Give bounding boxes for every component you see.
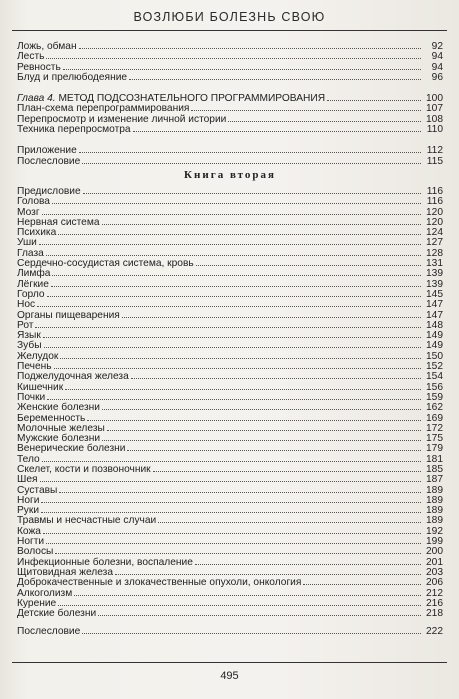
leader-dots [58, 597, 421, 606]
entry-page: 201 [426, 556, 443, 568]
toc-entry [17, 391, 443, 401]
leader-dots [47, 288, 421, 297]
entry-label: Шея [17, 474, 38, 486]
entry-label: Предисловие [17, 185, 81, 197]
entry-label: Психика [17, 227, 57, 239]
leader-dots [42, 453, 421, 462]
entry-page: 110 [426, 124, 443, 136]
chapter-page: 100 [426, 93, 443, 105]
leader-dots [47, 391, 421, 400]
entry-page: 116 [426, 196, 443, 208]
entry-label: Лёгкие [17, 278, 49, 290]
toc-entry [17, 40, 443, 50]
entry-page: 139 [426, 278, 443, 290]
table-of-contents [17, 40, 443, 636]
entry-label: Лесть [17, 51, 45, 63]
entry-label: Голова [17, 196, 50, 208]
entry-page: 120 [426, 206, 443, 218]
leader-dots [65, 381, 421, 390]
toc-entry [17, 247, 443, 257]
toc-entry [17, 309, 443, 319]
leader-dots [43, 329, 421, 338]
header-rule [12, 30, 447, 31]
entry-label: Техника перепросмотра [17, 124, 131, 136]
leader-dots [60, 350, 421, 359]
leader-dots [39, 236, 421, 245]
toc-entry [17, 288, 443, 298]
running-header: ВОЗЛЮБИ БОЛЕЗНЬ СВОЮ [133, 10, 326, 24]
entry-page: 154 [426, 371, 443, 383]
entry-page: 199 [426, 536, 443, 548]
entry-page: 189 [426, 515, 443, 527]
entry-label: Кишечник [17, 381, 64, 393]
toc-entry [17, 113, 443, 123]
entry-label: Язык [17, 330, 41, 342]
leader-dots [87, 412, 421, 421]
leader-dots [102, 216, 421, 225]
toc-entry [17, 576, 443, 589]
leader-dots [40, 473, 421, 482]
entry-label: Кожа [17, 525, 41, 537]
entry-label: Нос [17, 299, 36, 311]
entry-label: Скелет, кости и позвоночник [17, 463, 151, 475]
leader-dots [303, 576, 421, 585]
toc-entry [17, 370, 443, 383]
entry-label: Ногти [17, 536, 45, 548]
leader-dots [82, 155, 421, 164]
entry-label: Венерические болезни [17, 443, 126, 455]
leader-dots [52, 267, 421, 276]
entry-page: 192 [426, 525, 443, 537]
leader-dots [327, 92, 421, 101]
toc-entry [17, 587, 443, 597]
leader-dots [79, 144, 421, 153]
toc-entry [17, 329, 443, 342]
entry-page: 206 [426, 577, 443, 589]
entry-label: Перепросмотр и изменение личной истории [17, 113, 227, 125]
entry-page: 115 [426, 155, 443, 167]
toc-entry [17, 350, 443, 360]
entry-label: Тело [17, 453, 40, 465]
leader-dots [107, 422, 421, 431]
entry-page: 94 [431, 51, 443, 63]
leader-dots [63, 61, 421, 70]
chapter-4-heading [17, 92, 443, 105]
entry-label: Желудок [17, 350, 59, 362]
leader-dots [35, 319, 421, 328]
toc-entry-afterword [17, 625, 443, 638]
entry-page: 185 [426, 463, 443, 475]
leader-dots [228, 113, 421, 122]
toc-entry [17, 401, 443, 414]
entry-label: Ноги [17, 494, 40, 506]
entry-page: 152 [426, 361, 443, 373]
entry-label: Ревность [17, 61, 61, 73]
toc-entry [17, 422, 443, 432]
leader-dots [46, 247, 421, 256]
toc-entry [17, 216, 443, 226]
entry-page: 189 [426, 484, 443, 496]
leader-dots [122, 309, 421, 318]
toc-entry [17, 144, 443, 157]
entry-page: 124 [426, 227, 443, 239]
leader-dots [46, 535, 421, 544]
entry-page: 149 [426, 340, 443, 352]
leader-dots [133, 123, 421, 132]
entry-label: Беременность [17, 412, 86, 424]
entry-page: 108 [426, 113, 443, 125]
book-two-items [17, 185, 443, 620]
chapter-4-items [17, 102, 443, 136]
toc-entry [17, 71, 443, 81]
book-two-title: Книга вторая [184, 168, 276, 181]
leader-dots [41, 494, 421, 503]
toc-entry [17, 504, 443, 517]
toc-entry [17, 607, 443, 620]
entry-label: Лимфа [17, 268, 51, 280]
entry-label: Почки [17, 391, 46, 403]
entry-label: Детские болезни [17, 608, 97, 620]
entry-label: Молочные железы [17, 422, 105, 434]
entry-label: Нервная система [17, 216, 100, 228]
toc-entry [17, 123, 443, 136]
toc-entry [17, 195, 443, 208]
leader-dots [79, 40, 421, 49]
leader-dots [98, 607, 421, 616]
leader-dots [44, 339, 421, 348]
entry-page: 169 [426, 412, 443, 424]
toc-entry [17, 319, 443, 329]
entry-page: 147 [426, 299, 443, 311]
toc-entry [17, 597, 443, 607]
leader-dots [115, 566, 421, 575]
entry-label: Зубы [17, 340, 42, 352]
toc-entry [17, 432, 443, 445]
entry-page: 147 [426, 309, 443, 321]
entry-page: 187 [426, 474, 443, 486]
toc-entry [17, 556, 443, 566]
toc-entry [17, 185, 443, 195]
toc-entry [17, 102, 443, 115]
entry-label: Женские болезни [17, 402, 100, 414]
toc-entry [17, 61, 443, 71]
toc-entry [17, 381, 443, 391]
toc-entry [17, 155, 443, 165]
toc-entry [17, 236, 443, 249]
page-number: 495 [220, 670, 239, 682]
toc-entry [17, 473, 443, 486]
leader-dots [54, 360, 421, 369]
leader-dots [191, 102, 421, 111]
entry-label: Послесловие [17, 155, 81, 167]
toc-entry [17, 463, 443, 473]
toc-entry [17, 453, 443, 463]
toc-entry [17, 514, 443, 527]
entry-label: Волосы [17, 546, 54, 558]
entry-label: Уши [17, 237, 37, 249]
entry-page: 200 [426, 546, 443, 558]
chapter-title: МЕТОД ПОДСОЗНАТЕЛЬНОГО ПРОГРАММИРОВАНИЯ [58, 93, 326, 105]
entry-label: Руки [17, 505, 40, 517]
toc-entry [17, 360, 443, 373]
leader-dots [74, 587, 421, 596]
entry-page: 222 [426, 626, 443, 638]
toc-entry [17, 494, 443, 504]
leader-dots [58, 226, 421, 235]
entry-label: Мужские болезни [17, 433, 101, 445]
leader-dots [51, 278, 421, 287]
toc-entry [17, 442, 443, 455]
toc-entry [17, 339, 443, 352]
entry-page: 212 [426, 587, 443, 599]
leader-dots [42, 206, 421, 215]
leader-dots [52, 195, 421, 204]
entry-label: План-схема перепрограммирования [17, 103, 190, 115]
entry-page: 149 [426, 330, 443, 342]
entry-label: Приложение [17, 145, 77, 157]
entry-page: 112 [426, 145, 443, 157]
toc-entry [17, 298, 443, 311]
toc-entry [17, 484, 443, 494]
entry-page: 189 [426, 494, 443, 506]
entry-page: 120 [426, 216, 443, 228]
entry-label: Органы пищеварения [17, 309, 120, 321]
entry-page: 150 [426, 350, 443, 362]
entry-page: 189 [426, 505, 443, 517]
toc-entry [17, 226, 443, 239]
toc-entry [17, 278, 443, 288]
entry-page: 145 [426, 288, 443, 300]
entry-label: Глаза [17, 247, 44, 259]
entry-label: Поджелудочная железа [17, 371, 129, 383]
toc-entry [17, 50, 443, 63]
entry-page: 127 [426, 237, 443, 249]
leader-dots [102, 401, 421, 410]
entry-page: 203 [426, 566, 443, 578]
chapter-prefix: Глава 4. [17, 93, 56, 105]
entry-page: 131 [426, 258, 443, 270]
entry-page: 179 [426, 443, 443, 455]
entry-label: Травмы и несчастные случаи [17, 515, 157, 527]
leader-dots [129, 71, 421, 80]
entry-label: Блуд и прелюбодеяние [17, 71, 128, 83]
entry-label: Инфекционные болезни, воспаление [17, 556, 193, 568]
entry-page: 96 [431, 71, 443, 83]
leader-dots [55, 545, 421, 554]
toc-entry [17, 257, 443, 270]
entry-page: 116 [426, 185, 443, 197]
entry-label: Щитовидная железа [17, 566, 114, 578]
entry-label: Доброкачественные и злокачественные опухоли, онкология [17, 577, 302, 589]
entry-page: 107 [426, 103, 443, 115]
entry-page: 162 [426, 402, 443, 414]
entry-label: Послесловие [17, 626, 81, 638]
toc-entry [17, 525, 443, 535]
entry-page: 92 [431, 41, 443, 52]
entry-page: 94 [431, 61, 443, 73]
entry-label: Ложь, обман [17, 41, 77, 52]
leader-dots [37, 298, 421, 307]
leader-dots [59, 484, 421, 493]
leader-dots [195, 556, 421, 565]
entry-label: Горло [17, 288, 45, 300]
toc-entry [17, 566, 443, 576]
leader-dots [153, 463, 421, 472]
leader-dots [127, 442, 421, 451]
footer-rule [12, 662, 447, 663]
entry-page: 139 [426, 268, 443, 280]
leader-dots [43, 525, 421, 534]
entry-page: 181 [426, 453, 443, 465]
entry-page: 216 [426, 597, 443, 609]
entry-page: 175 [426, 433, 443, 445]
entry-label: Сердечно-сосудистая система, кровь [17, 258, 194, 270]
leader-dots [41, 504, 421, 513]
toc-entry [17, 267, 443, 280]
leader-dots [46, 50, 421, 59]
toc-entry [17, 412, 443, 422]
entry-label: Курение [17, 597, 57, 609]
leader-dots [158, 514, 421, 523]
entry-label: Рот [17, 319, 34, 331]
entry-label: Суставы [17, 484, 58, 496]
toc-block-3 [17, 144, 443, 165]
entry-page: 218 [426, 608, 443, 620]
entry-page: 148 [426, 319, 443, 331]
entry-label: Печень [17, 361, 52, 373]
leader-dots [196, 257, 421, 266]
entry-label: Мозг [17, 206, 40, 218]
toc-block-1 [17, 40, 443, 81]
entry-label: Алкоголизм [17, 587, 73, 599]
toc-entry [17, 545, 443, 558]
entry-page: 128 [426, 247, 443, 259]
entry-page: 172 [426, 422, 443, 434]
entry-page: 156 [426, 381, 443, 393]
leader-dots [131, 370, 421, 379]
toc-entry [17, 535, 443, 548]
leader-dots [102, 432, 421, 441]
leader-dots [82, 625, 421, 634]
toc-entry [17, 206, 443, 216]
leader-dots [83, 185, 421, 194]
entry-page: 159 [426, 391, 443, 403]
